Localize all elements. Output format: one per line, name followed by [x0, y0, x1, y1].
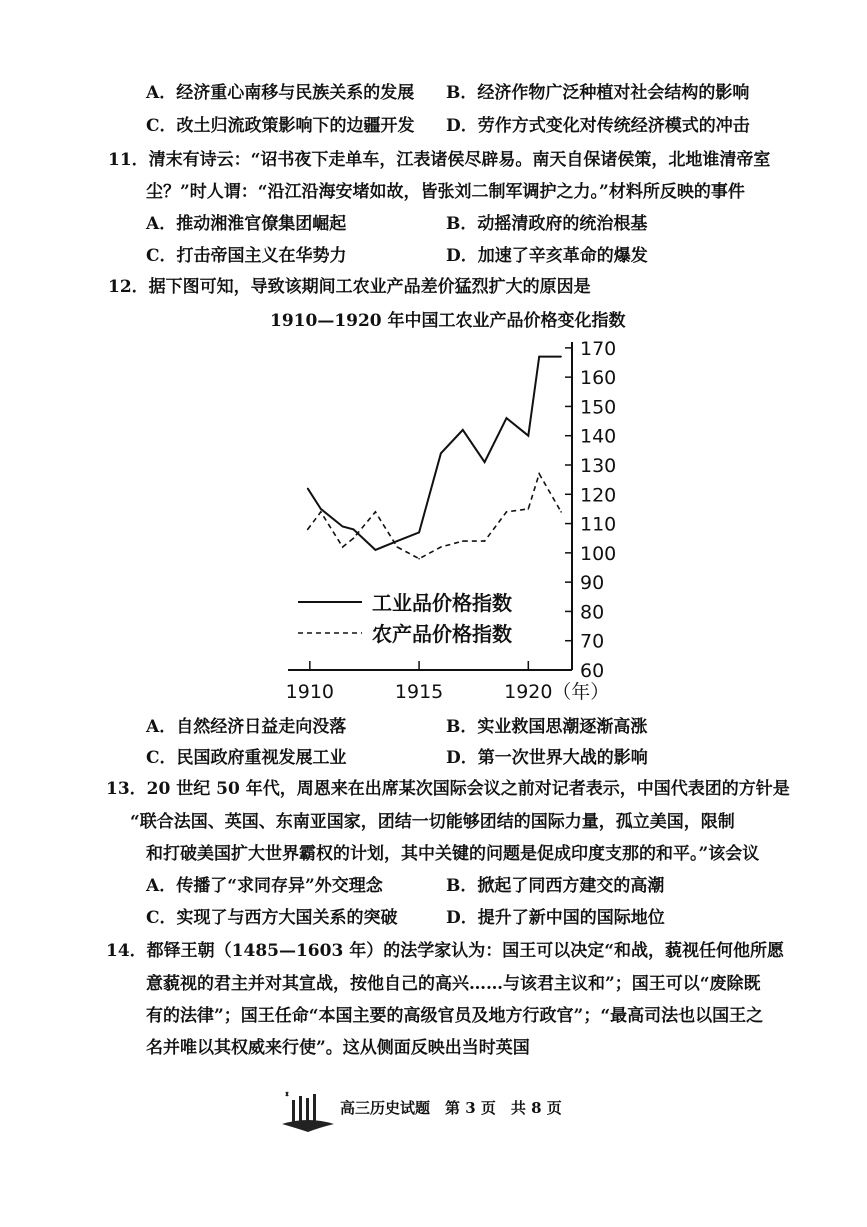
y-tick-label: 100: [580, 542, 617, 565]
q11-option-a: A．推动湘淮官僚集团崛起: [146, 214, 347, 234]
y-tick-label: 120: [580, 484, 617, 507]
q13-option-a: A．传播了“求同存异”外交理念: [146, 876, 383, 896]
q11-option-c: C．打击帝国主义在华势力: [146, 246, 347, 266]
agricultural-price-point: [462, 540, 464, 542]
x-tick-label: 1910: [285, 681, 335, 703]
y-tick-label: 80: [580, 601, 605, 624]
industrial-price-point: [528, 435, 530, 437]
agricultural-price-point: [396, 546, 398, 548]
q10-option-b: B．经济作物广泛种植对社会结构的影响: [446, 83, 750, 103]
q10-option-a: A．经济重心南移与民族关系的发展: [146, 83, 415, 103]
industrial-price-point: [320, 508, 322, 510]
q13-stem-line-3: 和打破美国扩大世界霸权的计划，其中关键的问题是促成印度支那的和平。”该会议: [146, 844, 760, 864]
agricultural-price-point: [484, 540, 486, 542]
page-footer: 高三历史试题 第 3 页 共 8 页: [340, 1099, 562, 1117]
agricultural-price-point: [375, 511, 377, 513]
y-tick-label: 170: [580, 337, 617, 360]
agricultural-price-point: [538, 473, 540, 475]
q14-stem-line-4: 名并唯以其权威来行使”。这从侧面反映出当时英国: [146, 1038, 530, 1058]
y-tick-label: 150: [580, 396, 617, 419]
industrial-price-point: [538, 356, 540, 358]
agricultural-price-point: [342, 546, 344, 548]
q11-stem-line-2: 尘？”时人谓：“沿江沿海安堵如故，皆张刘二制军调护之力。”材料所反映的事件: [146, 182, 745, 202]
x-tick-label: 1920: [504, 681, 553, 703]
q13-stem-line-1: 13．20 世纪 50 年代，周恩来在出席某次国际会议之前对记者表示，中国代表团的方针是: [106, 779, 790, 799]
y-tick-label: 70: [580, 630, 605, 653]
q12-option-c: C．民国政府重视发展工业: [146, 748, 347, 768]
y-tick-label: 140: [580, 425, 617, 448]
q12-option-a: A．自然经济日益走向没落: [146, 717, 347, 737]
q13-option-c: C．实现了与西方大国关系的突破: [146, 908, 398, 928]
x-tick-label: 1915: [394, 681, 444, 703]
q12-stem: 12．据下图可知，导致该期间工农业产品差价猛烈扩大的原因是: [108, 277, 591, 297]
q11-option-d: D．加速了辛亥革命的爆发: [446, 246, 648, 266]
agricultural-price-point: [353, 537, 355, 539]
industrial-price-point: [396, 540, 398, 542]
publisher-logo-icon: [278, 1086, 338, 1132]
agricultural-price-point: [440, 546, 442, 548]
agricultural-price-point: [560, 511, 562, 513]
q12-option-d: D．第一次世界大战的影响: [446, 748, 648, 768]
industrial-price-point: [375, 549, 377, 551]
industrial-price-point: [307, 488, 309, 490]
agricultural-price-point: [528, 508, 530, 510]
q14-stem-line-2: 意藐视的君主并对其宣战，按他自己的高兴……与该君主议和”；国王可以“废除既: [146, 974, 761, 994]
q14-stem-line-1: 14．都铎王朝（1485—1603 年）的法学家认为：国王可以决定“和战，藐视任何他所愿: [106, 941, 784, 961]
q14-stem-line-3: 有的法律”；国王任命“本国主要的高级官员及地方行政官”；“最高司法也以国王之: [146, 1006, 764, 1026]
industrial-price-point: [342, 526, 344, 528]
industrial-price-point: [462, 429, 464, 431]
agricultural-price-point: [418, 558, 420, 560]
q13-stem-line-2: “联合法国、英国、东南亚国家，团结一切能够团结的国际力量，孤立美国，限制: [130, 812, 735, 832]
industrial-price-point: [560, 356, 562, 358]
q13-option-d: D．提升了新中国的国际地位: [446, 908, 665, 928]
agricultural-price-point: [320, 511, 322, 513]
y-tick-label: 110: [580, 513, 617, 536]
legend-label: 农产品价格指数: [372, 622, 512, 646]
price-index-chart: [270, 330, 620, 705]
industrial-price-point: [440, 452, 442, 454]
q10-option-c: C．改土归流政策影响下的边疆开发: [146, 116, 415, 136]
q13-option-b: B．掀起了同西方建交的高潮: [446, 876, 665, 896]
y-tick-label: 160: [580, 367, 617, 390]
q11-option-b: B．动摇清政府的统治根基: [446, 214, 648, 234]
y-tick-label: 60: [580, 660, 605, 682]
agricultural-price-point: [506, 511, 508, 513]
y-tick-label: 130: [580, 455, 617, 477]
agricultural-price-line: [308, 474, 561, 559]
q11-stem-line-1: 11．清末有诗云：“诏书夜下走单车，江表诸侯尽辟易。南天自保诸侯策，北地谁清帝室: [108, 150, 771, 170]
industrial-price-point: [506, 417, 508, 419]
q10-option-d: D．劳作方式变化对传统经济模式的冲击: [446, 116, 750, 136]
industrial-price-point: [353, 529, 355, 531]
industrial-price-line: [308, 357, 561, 550]
q12-option-b: B．实业救国思潮逐渐高涨: [446, 717, 648, 737]
chart-title: 1910—1920 年中国工农业产品价格变化指数: [270, 311, 626, 331]
legend-label: 工业品价格指数: [372, 591, 512, 615]
agricultural-price-point: [307, 529, 309, 531]
industrial-price-point: [418, 532, 420, 534]
industrial-price-point: [484, 461, 486, 463]
x-axis-unit-label: （年）: [552, 681, 610, 703]
y-tick-label: 90: [580, 572, 605, 595]
